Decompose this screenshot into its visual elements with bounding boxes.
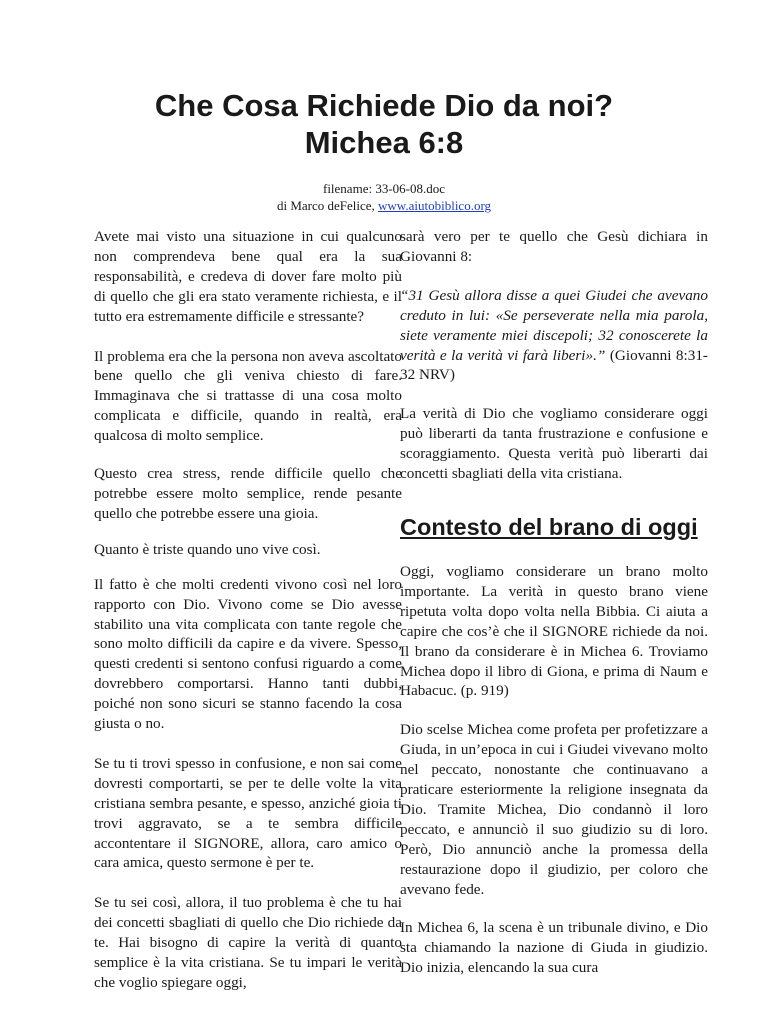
filename-line: filename: 33-06-08.doc [322, 181, 445, 196]
author-line [0, 197, 768, 214]
right-column [400, 227, 708, 997]
paragraph: Quanto è triste quando uno vive così. [94, 540, 321, 558]
paragraph: Se tu ti trovi spesso in confusione, e non sai come dovresti comportarti, se per te delle volte la vita cristiana sembra pesante, e spesso, anziché gioia ti trovi aggravato, se a te sembra difficile accontentare il SIGNORE, allora, caro amico o cara amica, questo sermone è per te. [94, 754, 402, 872]
left-column [94, 227, 402, 1013]
paragraph: Dio scelse Michea come profeta per profetizzare a Giuda, in un’epoca in cui i Giudei vivevano molto nel peccato, nonostante che continuavano a praticare esteriormente la religione insegnata da Dio. Tramite Michea, Dio condannò il loro peccato, e annunciò il suo giudizio su di loro. Però, Dio annunciò anche la promessa della restaurazione dopo il giudizio, per coloro che avevano fede. [400, 721, 708, 898]
document-meta [0, 180, 768, 214]
section-heading: Contesto del brano di oggi [400, 513, 698, 540]
author-prefix: di Marco deFelice, [276, 198, 379, 213]
paragraph: Oggi, vogliamo considerare un brano molto importante. La verità in questo brano viene ripetuta volta dopo volta nella Bibbia. Ci aiuta a capire che cos’è che il SIGNORE richiede da noi. Il brano da considerare è in Michea 6. Troviamo Michea dopo il libro di Giona, e prima di Naum e Habacuc. (p. 919) [400, 562, 708, 700]
paragraph: Il problema era che la persona non aveva ascoltato bene quello che gli veniva chiesto di fare. Immaginava che si trattasse di una cosa molto complicata e difficile, quando in realtà, era qualcosa di molto semplice. [94, 347, 402, 445]
paragraph: sarà vero per te quello che Gesù dichiara in Giovanni 8: [400, 228, 708, 265]
paragraph: Avete mai visto una situazione in cui qualcuno non comprendeva bene qual era la sua responsabilità, e credeva di dover fare molto più di quello che gli era stato veramente richiesta, e il tutto era estremamente difficile e stressante? [94, 228, 402, 325]
paragraph: Il fatto è che molti credenti vivono così nel loro rapporto con Dio. Vivono come se Dio avesse stabilito una vita complicata con tante regole che sono molto difficili da capire e da vivere. Spesso, questi credenti si sentono confusi riguardo a come dovrebbero comportarsi. Hanno tanti dubbi, poiché non sono sicuri se stanno facendo la cosa giusta o no. [94, 575, 402, 733]
website-link[interactable]: www.aiutobiblico.org [378, 198, 492, 213]
paragraph: Se tu sei così, allora, il tuo problema è che tu hai dei concetti sbagliati di quello che Dio richiede da te. Hai bisogno di capire la verità di quanto semplice è la vita cristiana. Se tu impari le verità che voglio spiegare oggi, [94, 894, 402, 991]
page-title [0, 87, 768, 161]
bible-quote [400, 286, 708, 386]
paragraph: In Michea 6, la scena è un tribunale divino, e Dio sta chiamando la nazione di Giuda in giudizio. Dio inizia, elencando la sua cura [400, 919, 708, 977]
title-line-2: Michea 6:8 [304, 125, 464, 160]
paragraph: La verità di Dio che vogliamo considerare oggi può liberarti da tanta frustrazione e confusione e scoraggiamento. Questa verità può liberarti dai concetti sbagliati della vita cristiana. [400, 405, 708, 483]
paragraph: Questo crea stress, rende difficile quello che potrebbe essere molto semplice, rende pesante quello che potrebbe essere una gioia. [94, 465, 402, 522]
quote-text: “31 Gesù allora disse a quei Giudei che avevano creduto in lui: «Se perseverate nella mia parola, siete veramente miei discepoli; 32 conoscerete la verità e la verità vi farà liberi».” [400, 286, 708, 364]
title-line-1: Che Cosa Richiede Dio da noi? [154, 88, 614, 123]
quote-reference: (Giovanni 8:31-32 NRV) [400, 346, 708, 384]
